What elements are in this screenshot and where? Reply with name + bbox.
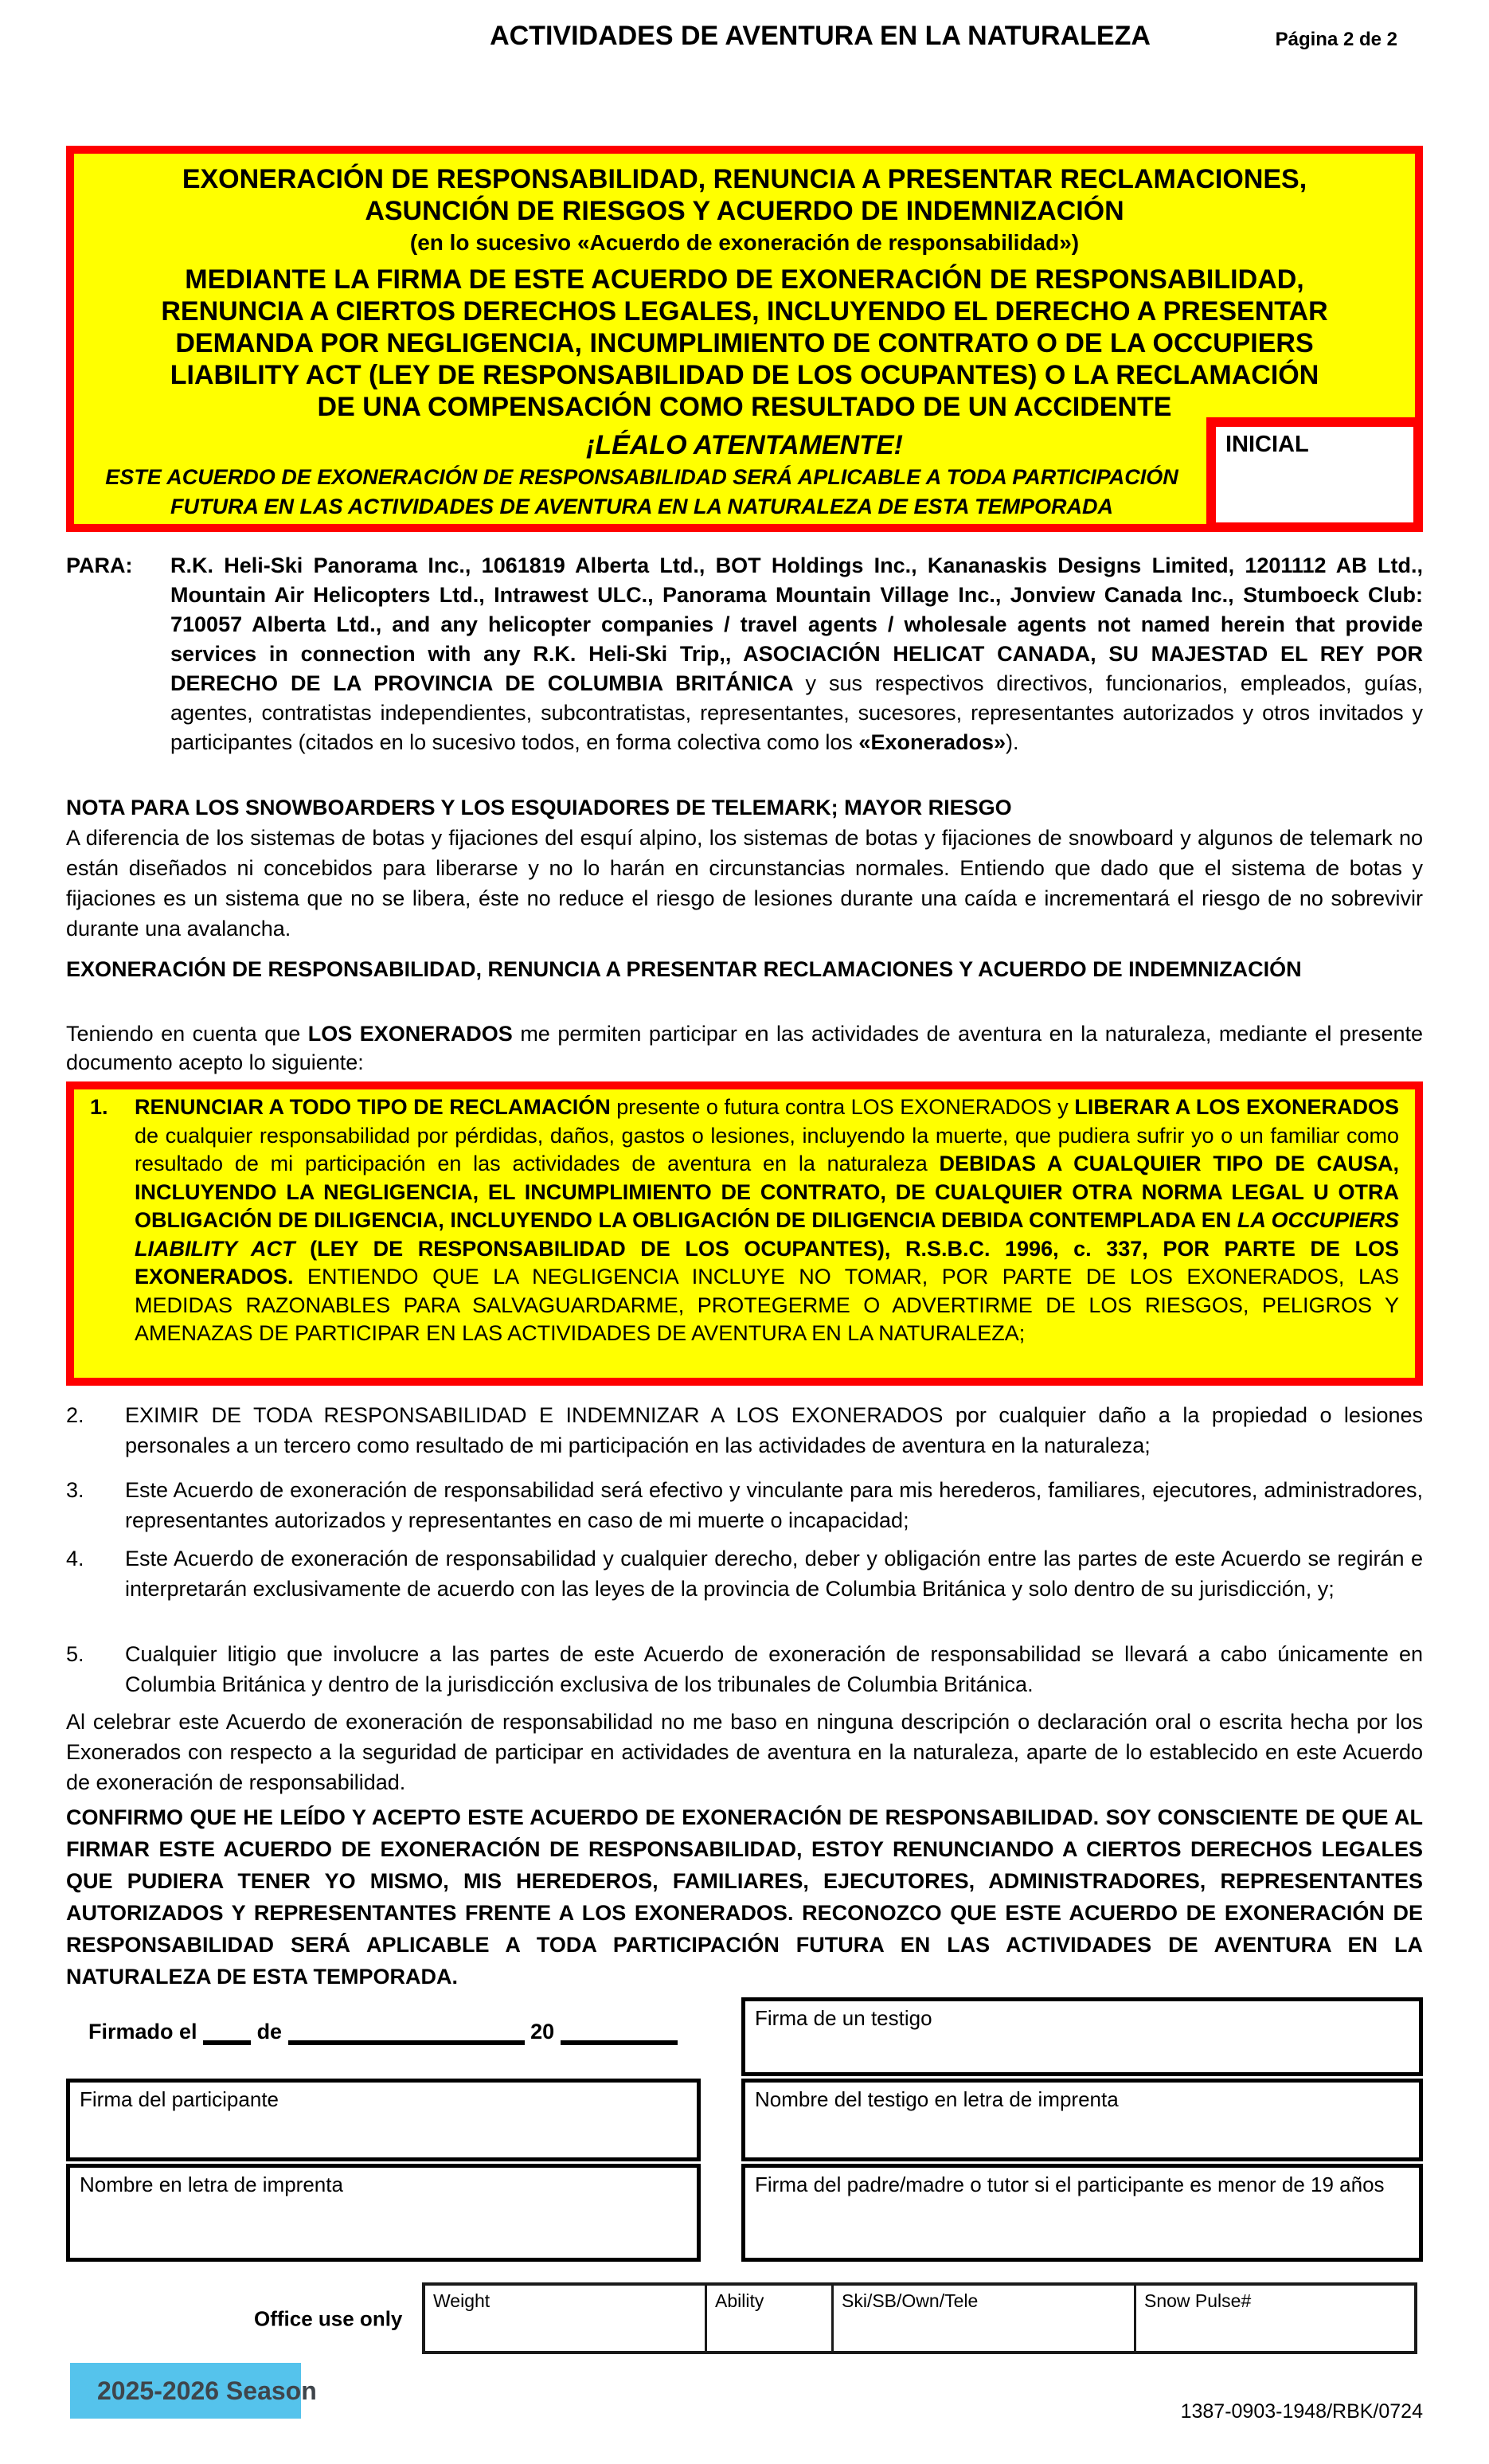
initial-label: INICIAL bbox=[1225, 432, 1309, 457]
clause-text: RENUNCIAR A TODO TIPO DE RECLAMACIÓN presente o futura contra LOS EXONERADOS y LIBERAR A LOS EXONERADOS de cualquier responsabilidad por pérdidas, daños, gastos o lesiones, incluyendo la muerte, que pudiera sufrir yo o un familiar como resultado de mi participación en las actividades de aventura en la naturaleza DEBIDAS A CUALQUIER TIPO DE CAUSA, INCLUYENDO LA NEGLIGENCIA, EL INCUMPLIMIENTO DE CONTRATO, DE CUALQUIER OTRA NORMA LEGAL U OTRA OBLIGACIÓN DE DILIGENCIA, INCLUYENDO LA OBLIGACIÓN DE DILIGENCIA DEBIDA CONTEMPLADA EN LA OCCUPIERS LIABILITY ACT (LEY DE RESPONSABILIDAD DE LOS OCUPANTES), R.S.B.C. 1996, c. 337, POR PARTE DE LOS EXONERADOS. ENTIENDO QUE LA NEGLIGENCIA INCLUYE NO TOMAR, POR PARTE DE LOS EXONERADOS, LAS MEDIDAS RAZONABLES PARA SALVAGUARDARME, PROTEGERME O ADVERTIRME DE LOS RIESGOS, PELIGROS Y AMENAZAS DE PARTICIPAR EN LAS ACTIVIDADES DE AVENTURA EN LA NATURALEZA; bbox=[135, 1095, 1400, 1345]
office-cell-snow-pulse[interactable]: Snow Pulse# bbox=[1144, 2290, 1252, 2311]
snowboarder-note-section bbox=[66, 792, 1423, 944]
participant-signature-box[interactable] bbox=[66, 2079, 701, 2161]
signature-section bbox=[66, 1997, 1423, 2262]
witness-signature-box[interactable] bbox=[741, 1997, 1423, 2076]
participant-name-label: Nombre en letra de imprenta bbox=[80, 2173, 343, 2196]
witness-name-label: Nombre del testigo en letra de imprenta bbox=[755, 2087, 1119, 2111]
notice-warning-line: DEMANDA POR NEGLIGENCIA, INCUMPLIMIENTO DE CONTRATO O DE LA OCCUPIERS bbox=[175, 328, 1314, 358]
clause-number: 4. bbox=[66, 1547, 84, 1570]
clause-number: 1. bbox=[90, 1095, 108, 1119]
clause-text: Cualquier litigio que involucre a las partes de este Acuerdo de exoneración de responsabilidad se llevará a cabo únicamente en Columbia Británica y dentro de la jurisdicción exclusiva de los tribunales de Columbia Británica. bbox=[125, 1642, 1423, 1696]
parent-signature-box[interactable] bbox=[741, 2164, 1423, 2262]
applies-note-line: ESTE ACUERDO DE EXONERACIÓN DE RESPONSABILIDAD SERÁ APLICABLE A TODA PARTICIPACIÓN bbox=[105, 465, 1178, 489]
clause-item-3 bbox=[66, 1475, 1423, 1535]
clause-item-2 bbox=[66, 1400, 1423, 1461]
year-blank[interactable] bbox=[561, 2040, 678, 2045]
clause-1-box bbox=[66, 1081, 1423, 1386]
participant-signature-label: Firma del participante bbox=[80, 2087, 279, 2111]
day-blank[interactable] bbox=[203, 2040, 251, 2045]
notice-warning-line: DE UNA COMPENSACIÓN COMO RESULTADO DE UN ACCIDENTE bbox=[317, 392, 1172, 422]
notice-warning-line: RENUNCIA A CIERTOS DERECHOS LEGALES, INCLUYENDO EL DERECHO A PRESENTAR bbox=[161, 296, 1328, 327]
para-section bbox=[66, 551, 1423, 757]
year-prefix: 20 bbox=[530, 2020, 555, 2044]
witness-signature-label: Firma de un testigo bbox=[755, 2006, 932, 2030]
office-cell-ski-sb-own-tele[interactable]: Ski/SB/Own/Tele bbox=[834, 2286, 1136, 2351]
notice-heading-line: ASUNCIÓN DE RIESGOS Y ACUERDO DE INDEMNIZACIÓN bbox=[365, 196, 1124, 226]
clause-text: Este Acuerdo de exoneración de responsabilidad será efectivo y vinculante para mis herederos, familiares, ejecutores, administradores, representantes autorizados y representantes en caso de mi muerte o incapacidad; bbox=[125, 1478, 1423, 1532]
clause-item-5 bbox=[66, 1639, 1423, 1699]
page-title: ACTIVIDADES DE AVENTURA EN LA NATURALEZA bbox=[490, 21, 1151, 51]
notice-subheading: (en lo sucesivo «Acuerdo de exoneración de responsabilidad») bbox=[409, 230, 1080, 255]
clause-item-4 bbox=[66, 1543, 1423, 1604]
notice-heading-line: EXONERACIÓN DE RESPONSABILIDAD, RENUNCIA A PRESENTAR RECLAMACIONES, bbox=[182, 164, 1307, 194]
applies-note-line: FUTURA EN LAS ACTIVIDADES DE AVENTURA EN LA NATURALEZA DE ESTA TEMPORADA bbox=[170, 495, 1113, 518]
clause-text: Este Acuerdo de exoneración de responsabilidad y cualquier derecho, deber y obligación entre las partes de este Acuerdo se regirán e interpretarán exclusivamente de acuerdo con las leyes de la provincia de Columbia Británica y solo dentro de su jurisdicción, y; bbox=[125, 1547, 1423, 1601]
release-notice-box bbox=[66, 146, 1423, 532]
para-text: R.K. Heli-Ski Panorama Inc., 1061819 Alberta Ltd., BOT Holdings Inc., Kananaskis Designs Limited, 1201112 AB Ltd., Mountain Air Helicopters Ltd., Intrawest ULC., Panorama Mountain Village Inc., Jonview Canada Inc., Stumboeck Club: 710057 Alberta Ltd., and any helicopter companies / travel agents / wholesale agents not named herein that provide services in connection with any R.K. Heli-Ski Trip,, ASOCIACIÓN HELICAT CANADA, SU MAJESTAD EL REY POR DERECHO DE LA PROVINCIA DE COLUMBIA BRITÁNICA y sus respectivos directivos, funcionarios, empleados, guías, agentes, contratistas independientes, subcontratistas, representantes, sucesores, representantes autorizados y otros invitados y participantes (citados en lo sucesivo todos, en forma colectiva como los «Exonerados»). bbox=[170, 553, 1423, 754]
clause-item-1 bbox=[90, 1093, 1399, 1348]
snowboarder-note-body: A diferencia de los sistemas de botas y fijaciones del esquí alpino, los sistemas de botas y fijaciones de snowboard y algunos de telemark no están diseñados ni concebidos para liberarse y no lo harán en circunstancias normales. Entiendo que dado que el sistema de botas y fijaciones es un sistema que no se libera, éste no reduce el riesgo de lesiones durante una caída e incrementará el riesgo de no sobrevivir durante una avalancha. bbox=[66, 826, 1423, 941]
office-use-section bbox=[66, 2282, 1423, 2356]
confirmation-paragraph: CONFIRMO QUE HE LEÍDO Y ACEPTO ESTE ACUERDO DE EXONERACIÓN DE RESPONSABILIDAD. SOY CONSCIENTE DE QUE AL FIRMAR ESTE ACUERDO DE EXONERACIÓN DE RESPONSABILIDAD, ESTOY RENUNCIANDO A CIERTOS DERECHOS LEGALES QUE PUDIERA TENER YO MISMO, MIS HEREDEROS, FAMILIARES, EJECUTORES, ADMINISTRADORES, REPRESENTANTES AUTORIZADOS Y REPRESENTANTES FRENTE A LOS EXONERADOS. RECONOZCO QUE ESTE ACUERDO DE EXONERACIÓN DE RESPONSABILIDAD SERÁ APLICABLE A TODA PARTICIPACIÓN FUTURA EN LAS ACTIVIDADES DE AVENTURA EN LA NATURALEZA DE ESTA TEMPORADA. bbox=[66, 1805, 1423, 1989]
form-code: 1387-0903-1948/RBK/0724 bbox=[1180, 2400, 1423, 2423]
clause-text: EXIMIR DE TODA RESPONSABILIDAD E INDEMNIZAR A LOS EXONERADOS por cualquier daño a la propiedad o lesiones personales a un tercero como resultado de mi participación en las actividades de aventura en la naturaleza; bbox=[125, 1403, 1423, 1457]
page-number: Página 2 de 2 bbox=[1275, 29, 1397, 50]
snowboarder-note-heading: NOTA PARA LOS SNOWBOARDERS Y LOS ESQUIADORES DE TELEMARK; MAYOR RIESGO bbox=[66, 796, 1012, 819]
participant-name-box[interactable] bbox=[66, 2164, 701, 2262]
notice-warning-line: LIABILITY ACT (LEY DE RESPONSABILIDAD DE LOS OCUPANTES) O LA RECLAMACIÓN bbox=[170, 360, 1319, 390]
witness-name-box[interactable] bbox=[741, 2079, 1423, 2161]
de-label: de bbox=[256, 2020, 283, 2044]
clause-number: 5. bbox=[66, 1642, 84, 1666]
signed-date-line bbox=[66, 1997, 701, 2076]
para-label: PARA: bbox=[66, 553, 133, 577]
parent-signature-label: Firma del padre/madre o tutor si el participante es menor de 19 años bbox=[755, 2173, 1385, 2196]
office-use-label: Office use only bbox=[254, 2306, 403, 2331]
office-use-table bbox=[422, 2282, 1417, 2354]
notice-warning-line: MEDIANTE LA FIRMA DE ESTE ACUERDO DE EXONERACIÓN DE RESPONSABILIDAD, bbox=[185, 264, 1304, 295]
read-carefully-text: ¡LÉALO ATENTAMENTE! bbox=[586, 430, 903, 460]
clause-number: 3. bbox=[66, 1478, 84, 1502]
initial-field-box[interactable] bbox=[1206, 417, 1423, 532]
season-badge: 2025-2026 Season bbox=[70, 2363, 301, 2419]
applies-note bbox=[88, 463, 1195, 522]
release-section-heading: EXONERACIÓN DE RESPONSABILIDAD, RENUNCIA A PRESENTAR RECLAMACIONES Y ACUERDO DE INDEMNIZACIÓN bbox=[66, 957, 1302, 981]
release-intro: Teniendo en cuenta que LOS EXONERADOS me permiten participar en las actividades de aventura en la naturaleza, mediante el presente documento acepto lo siguiente: bbox=[66, 1022, 1423, 1074]
clause-number: 2. bbox=[66, 1403, 84, 1427]
month-blank[interactable] bbox=[288, 2040, 525, 2045]
office-cell-weight[interactable]: Weight bbox=[425, 2286, 707, 2351]
signed-prefix: Firmado el bbox=[88, 2020, 197, 2044]
closing-paragraph: Al celebrar este Acuerdo de exoneración de responsabilidad no me baso en ninguna descripción o declaración oral o escrita hecha por los Exonerados con respecto a la seguridad de participar en actividades de aventura en la naturaleza, aparte de lo establecido en este Acuerdo de exoneración de responsabilidad. bbox=[66, 1710, 1423, 1794]
office-cell-ability[interactable]: Ability bbox=[707, 2286, 834, 2351]
